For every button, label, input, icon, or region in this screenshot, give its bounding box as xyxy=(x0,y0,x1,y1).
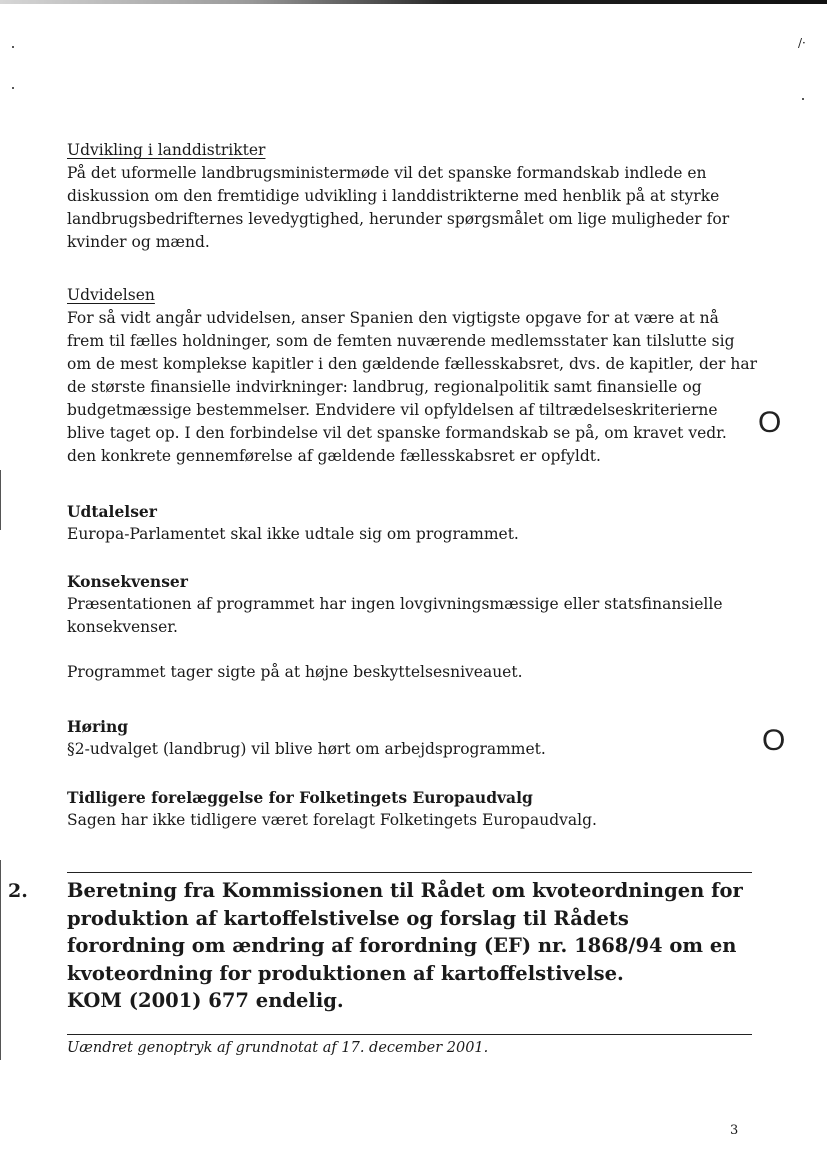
section-text: §2-udvalget (landbrug) vil blive hørt om arbejdsprogrammet. xyxy=(67,740,546,758)
section-udvidelsen xyxy=(67,284,757,468)
section-udtalelser xyxy=(67,500,757,546)
item-title-block xyxy=(67,877,747,1015)
section-text: Programmet tager sigte på at højne beskyttelsesniveauet. xyxy=(67,663,523,681)
section-landdistrikter xyxy=(67,139,757,254)
scan-top-edge xyxy=(0,0,827,4)
reprint-note: Uændret genoptryk af grundnotat af 17. december 2001. xyxy=(67,1040,489,1056)
scan-speck xyxy=(12,87,14,89)
section-text: Sagen har ikke tidligere været forelagt Folketingets Europaudvalg. xyxy=(67,811,597,829)
margin-mark: /· xyxy=(798,36,806,50)
divider-bottom xyxy=(67,1034,752,1035)
section-hoering xyxy=(67,715,757,761)
section-heading: Udvidelsen xyxy=(67,286,155,304)
section-heading: Udtalelser xyxy=(67,502,157,521)
punch-hole-mark: O xyxy=(758,406,782,439)
section-text: På det uformelle landbrugsministermøde vil det spanske formandskab indlede en diskussion om den fremtidige udvikling i landdistrikterne med henblik på at styrke landbrugsbedrifternes levedygtighed, herunder spørgsmålet om lige muligheder for kvinder og mænd. xyxy=(67,164,730,251)
punch-hole-mark: O xyxy=(762,724,786,757)
page-number: 3 xyxy=(730,1123,739,1138)
section-heading: Høring xyxy=(67,717,129,736)
item-reference: KOM (2001) 677 endelig. xyxy=(67,989,344,1012)
section-heading: Konsekvenser xyxy=(67,572,188,591)
item-title: Beretning fra Kommissionen til Rådet om kvoteordningen for produktion af kartoffelstivelse og forslag til Rådets forordning om ændring af forordning (EF) nr. 1868/94 om en kvoteordning for produktionen af kartoffelstivelse. xyxy=(67,879,743,985)
section-heading: Udvikling i landdistrikter xyxy=(67,141,266,159)
section-text: Præsentationen af programmet har ingen lovgivningsmæssige eller statsfinansielle konsekvenser. xyxy=(67,595,723,636)
section-forelaeggelse xyxy=(67,786,757,832)
section-text: For så vidt angår udvidelsen, anser Spanien den vigtigste opgave for at være at nå frem til fælles holdninger, som de femten nuværende medlemsstater kan tilslutte sig om de mest komplekse kapitler i den gældende fællesskabsret, dvs. de kapitler, der har de største finansielle indvirkninger: landbrug, regionalpolitik samt finansielle og budgetmæssige bestemmelser. Endvidere vil opfyldelsen af tiltrædelseskriterierne blive taget op. I den forbindelse vil det spanske formandskab se på, om kravet vedr. den konkrete gennemførelse af gældende fællesskabsret er opfyldt. xyxy=(67,309,758,465)
section-text: Europa-Parlamentet skal ikke udtale sig om programmet. xyxy=(67,525,519,543)
section-konsekvenser xyxy=(67,570,757,684)
scan-speck xyxy=(12,46,14,48)
scan-left-edge-mark xyxy=(0,860,1,1060)
divider-top xyxy=(67,872,752,873)
item-number: 2. xyxy=(8,880,28,902)
scan-left-edge-mark xyxy=(0,470,1,530)
section-heading: Tidligere forelæggelse for Folketingets Europaudvalg xyxy=(67,788,533,807)
scan-speck xyxy=(802,98,804,100)
